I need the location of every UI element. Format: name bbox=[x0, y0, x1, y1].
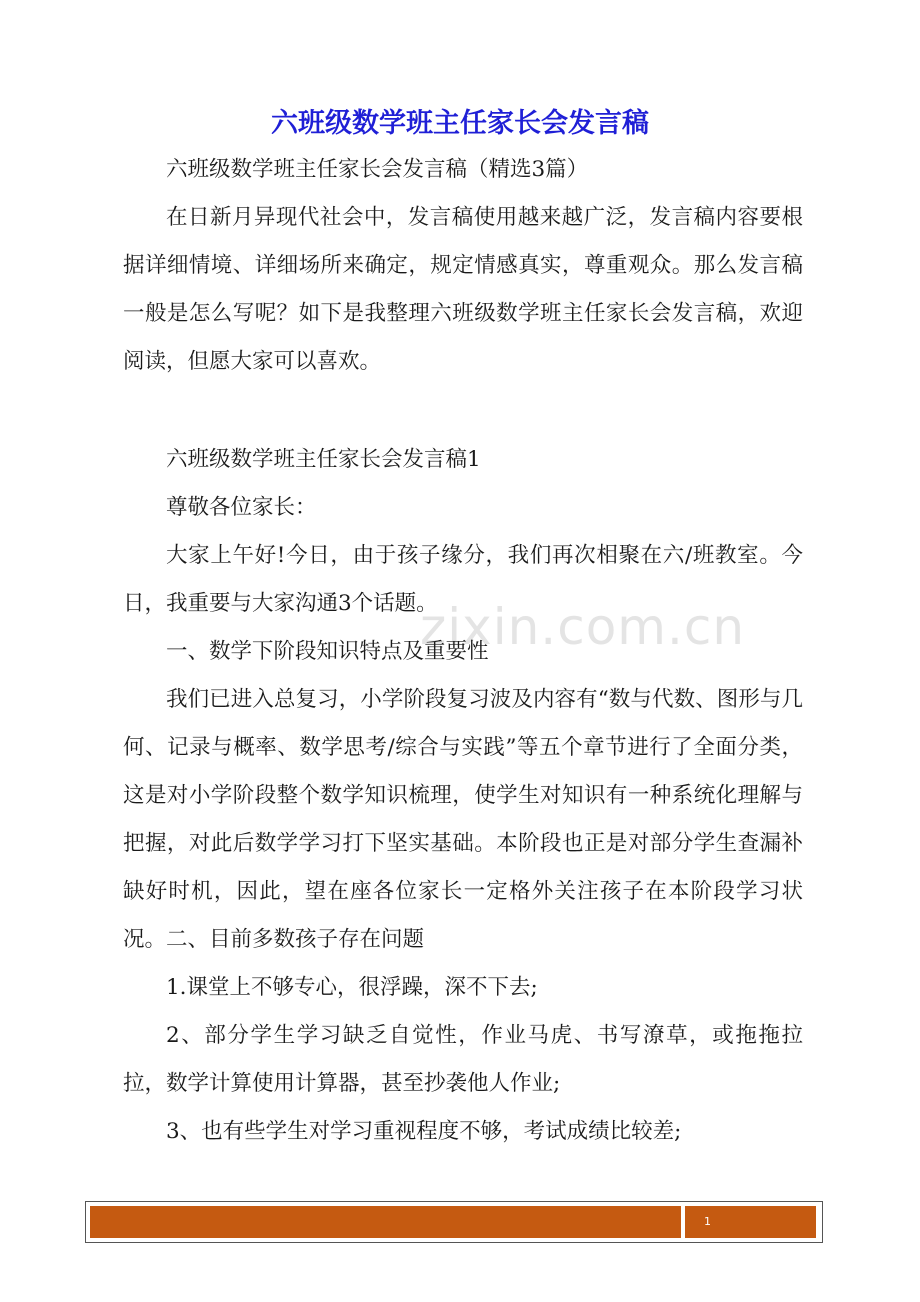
page-footer bbox=[85, 1201, 823, 1243]
review-paragraph: 我们已进入总复习，小学阶段复习波及内容有“数与代数、图形与几何、记录与概率、数学思考/综合与实践”等五个章节进行了全面分类，这是对小学阶段整个数学知识梳理，使学生对知识有一种系统化理解与把握，对此后数学学习打下坚实基础。本阶段也正是对部分学生查漏补缺好时机，因此，望在座各位家长一定格外关注孩子在本阶段学习状况。 bbox=[123, 687, 803, 952]
salutation: 尊敬各位家长： bbox=[166, 495, 317, 520]
topic-heading-1: 一、数学下阶段知识特点及重要性 bbox=[166, 639, 489, 664]
greeting-paragraph: 大家上午好!今日，由于孩子缘分，我们再次相聚在六/班教室。今日，我重要与大家沟通3个话题。 bbox=[123, 543, 803, 616]
problem-item-3: 3、也有些学生对学习重视程度不够，考试成绩比较差; bbox=[166, 1119, 682, 1144]
page-number: 1 bbox=[685, 1206, 816, 1238]
section-heading: 六班级数学班主任家长会发言稿1 bbox=[166, 447, 481, 472]
watermark: zixin.com.cn bbox=[420, 598, 746, 656]
problem-item-1: 1.课堂上不够专心，很浮躁，深不下去; bbox=[166, 975, 538, 1000]
document-title: 六班级数学班主任家长会发言稿 bbox=[271, 108, 649, 139]
topic-heading-2: 二、目前多数孩子存在问题 bbox=[166, 927, 425, 952]
problem-item-2: 2、部分学生学习缺乏自觉性，作业马虎、书写潦草，或拖拖拉拉，数学计算使用计算器，甚至抄袭他人作业; bbox=[123, 1023, 803, 1096]
subtitle-paragraph: 六班级数学班主任家长会发言稿（精选3篇） bbox=[166, 157, 589, 182]
intro-paragraph: 在日新月异现代社会中，发言稿使用越来越广泛，发言稿内容要根据详细情境、详细场所来确定，规定情感真实，尊重观众。那么发言稿一般是怎么写呢？如下是我整理六班级数学班主任家长会发言稿，欢迎阅读，但愿大家可以喜欢。 bbox=[123, 205, 803, 374]
footer-bar bbox=[90, 1206, 681, 1238]
